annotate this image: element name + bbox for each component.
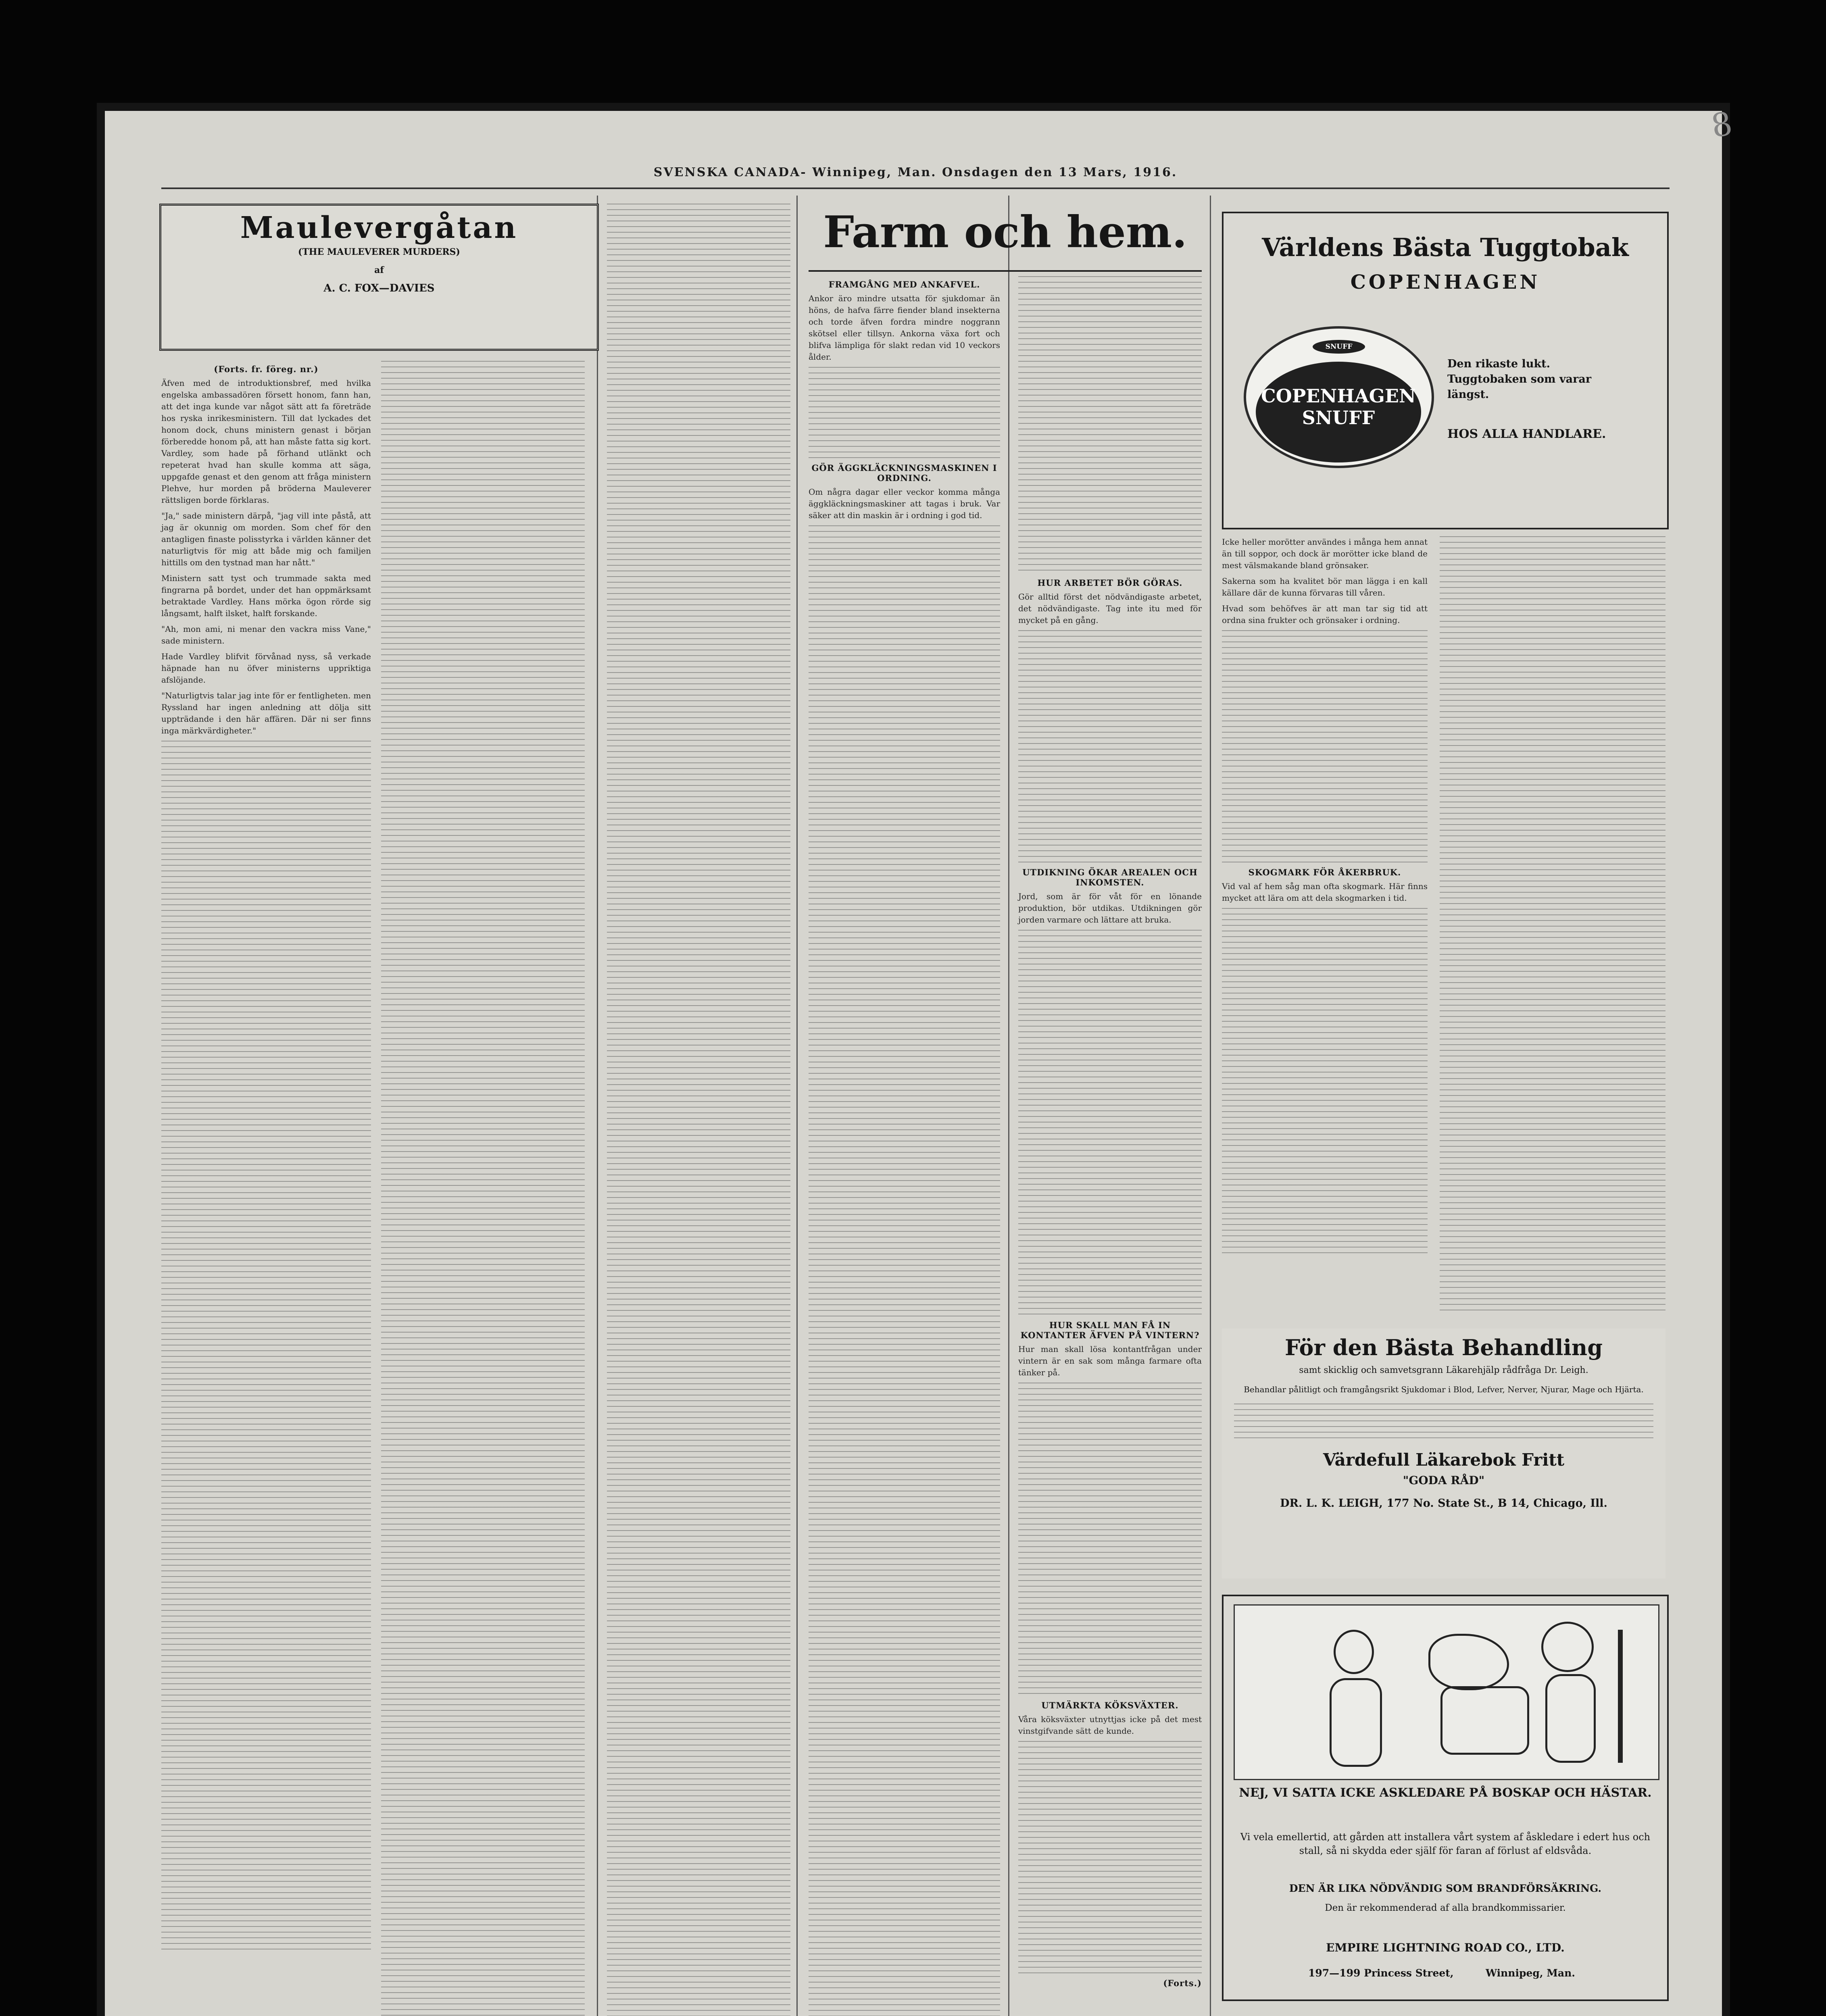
serial-paragraph: Ministern satt tyst och trummade sakta med fingrarna på bordet, under det han oppmärksamt betraktade Vardley. Hans mörka ögon rörde sig långsamt, halft ilsket, halft forskande.: [161, 573, 371, 618]
tobacco-ad: [1222, 212, 1669, 529]
doctor-book: Värdefull Läkarebok Fritt: [1323, 1450, 1565, 1470]
tobacco-title: Världens Bästa Tuggtobak: [1262, 233, 1629, 262]
farm-animals-illustration: [1234, 1604, 1659, 1780]
column-rule: [1210, 196, 1211, 2016]
text-lines: [809, 525, 1000, 2016]
text-lines: [1440, 536, 1665, 1310]
serial-subtitle: (THE MAULEVERER MURDERS): [298, 247, 460, 257]
cow-body: [1440, 1686, 1529, 1755]
empire-company: EMPIRE LIGHTNING ROAD CO., LTD.: [1326, 1941, 1565, 1954]
farm-section-text: Ankor äro mindre utsatta för sjukdomar än höns, de hafva färre fiender bland insekterna och torde äfven fordra mindre noggrann skötsel eller tillsyn. Ankorna växa fort och blifva lämpliga för slakt redan vid 10 veckors ålder.: [809, 294, 1000, 362]
farm-section-text: Gör alltid först det nödvändigaste arbetet, det nödvändigaste. Tag inte itu med för mycket på en gång.: [1018, 592, 1202, 625]
serial-paragraph: "Ja," sade ministern därpå, "jag vill inte påstå, att jag är okunnig om morden. Som chef för den antagligen finaste polisstyrka i världen känner det naturligtvis för mig att både mig och familjen hittills om den tystnad man har nått.": [161, 511, 371, 567]
tin-main-label: COPENHAGEN SNUFF: [1256, 362, 1421, 462]
figure-body: [1330, 1678, 1382, 1767]
header-rule: [161, 187, 1670, 189]
text-lines: [1018, 630, 1202, 864]
farm-column-right: [1018, 276, 1202, 2016]
snuff-tin-image: [1244, 326, 1434, 468]
col4-paragraph: Icke heller morötter användes i många hem annat än till soppor, och dock är morötter icke bland de mest välsmakande bland grönsaker.: [1222, 537, 1428, 570]
serial-column-left: [161, 361, 371, 2016]
text-lines: [1222, 630, 1428, 864]
doctor-ad: [1222, 1329, 1665, 1579]
tobacco-brand: COPENHAGEN: [1350, 271, 1540, 294]
tin-top-label: SNUFF: [1313, 340, 1365, 354]
skog-text: Vid val af hem såg man ofta skogmark. Här finns mycket att lära om att dela skogmarken i tid.: [1222, 881, 1428, 903]
farm-section-text: Om några dagar eller veckor komma många äggkläckningsmaskiner att tagas i bruk. Var säker att din maskin är i ordning i god tid.: [809, 487, 1000, 520]
serial-paragraph: "Ah, mon ami, ni menar den vackra miss Vane," sade ministern.: [161, 624, 371, 646]
serial-by: af: [374, 265, 384, 275]
lightning-rod-pole: [1618, 1630, 1623, 1763]
newspaper-page: [97, 103, 1735, 2016]
text-lines: [1222, 908, 1428, 1255]
column-rule: [1008, 196, 1009, 2016]
col4-paragraph: Sakerna som ha kvalitet bör man lägga i en kall källare där de kunna förvaras till våren.: [1222, 576, 1428, 598]
doctor-title: För den Bästa Behandling: [1285, 1335, 1603, 1360]
serial-title: Maulevergåtan: [240, 210, 518, 245]
doctor-treatment: Behandlar pålitligt och framgångsrikt Sjukdomar i Blod, Lefver, Nerver, Njurar, Mage och Hjärta.: [1244, 1385, 1644, 1394]
serial-author: A. C. FOX—DAVIES: [323, 282, 435, 294]
text-lines: [1018, 930, 1202, 1317]
serial-continued: (Forts. fr. föreg. nr.): [214, 364, 319, 374]
figure-head: [1334, 1630, 1374, 1674]
serial-paragraph: Hade Vardley blifvit förvånad nyss, så verkade häpnade han nu öfver ministerns uppriktiga afslöjande.: [161, 652, 371, 685]
farm-section-heading: FRAMGÅNG MED ANKAFVEL.: [828, 279, 980, 289]
text-lines: [809, 367, 1000, 460]
child-body: [1545, 1674, 1596, 1763]
tobacco-dealers: HOS ALLA HANDLARE.: [1447, 427, 1606, 441]
column-rule: [796, 196, 798, 2016]
col4-paragraph: Hvad som behöfves är att man tar sig tid att ordna sina frukter och grönsaker i ordning.: [1222, 604, 1428, 625]
farm-section-text: Våra köksväxter utnyttjas icke på det mest vinstgifvande sätt de kunde.: [1018, 1714, 1202, 1736]
column-rule: [597, 196, 598, 2016]
empire-street: 197—199 Princess Street,: [1308, 1967, 1454, 1979]
empire-recommend: Den är rekommenderad af alla brandkommissarier.: [1325, 1903, 1566, 1913]
farm-section-heading: HUR ARBETET BÖR GÖRAS.: [1037, 578, 1183, 588]
serial-column-continued: [607, 204, 790, 2016]
forts: (Forts.): [1163, 1978, 1202, 1988]
farm-section-text: Hur man skall lösa kontantfrågan under vintern är en sak som många farmare ofta tänker på.: [1018, 1344, 1202, 1377]
farm-section-heading: UTDIKNING ÖKAR AREALEN OCH INKOMSTEN.: [1022, 867, 1198, 887]
farm-section-text: Jord, som är för våt för en lönande produktion, bör utdikas. Utdikningen gör jorden varmare och lättare att bruka.: [1018, 891, 1202, 925]
text-lines: [1018, 1383, 1202, 1697]
farm-title: Farm och hem.: [823, 207, 1187, 258]
farm-section-heading: UTMÄRKTA KÖKSVÄXTER.: [1041, 1700, 1179, 1710]
lightning-rod-ad: [1222, 1595, 1669, 2001]
text-lines: [1018, 1741, 1202, 1975]
child-head: [1541, 1622, 1594, 1672]
farm-column-left: [809, 276, 1000, 2016]
text-lines: [381, 361, 585, 2016]
skog-heading: SKOGMARK FÖR ÅKERBRUK.: [1248, 867, 1401, 877]
serial-paragraph: Äfven med de introduktionsbref, med hvilka engelska ambassadören försett honom, fann han, att det inga kunde var något sätt att fa företräde hos ryska inrikesministern. Till dat lyckades det honom dock, chuns ministern genast i början förberedde honom på, att han måste fatta sig kort. Vardley, som hade på förhand utlänkt och repeterat hvad han skulle komma att säga, uppgafde genast et den genom att fråga ministern Plehve, hur morden på bröderna Mauleverer rättsligen borde förklaras.: [161, 378, 371, 505]
column-four-right: [1440, 536, 1665, 1310]
tobacco-description: Den rikaste lukt. Tuggtobaken som varar längst.: [1447, 358, 1592, 401]
farm-section-heading: HUR SKALL MAN FÅ IN KONTANTER ÄFVEN PÅ VINTERN?: [1020, 1320, 1200, 1340]
cow-head: [1428, 1634, 1509, 1690]
doctor-subtitle: samt skicklig och samvetsgrann Läkarehjälp rådfråga Dr. Leigh.: [1299, 1365, 1588, 1375]
text-lines: [161, 741, 371, 1950]
page-number: 8: [1708, 104, 1735, 145]
text-lines: [607, 204, 790, 2016]
empire-note: DEN ÄR LIKA NÖDVÄNDIG SOM BRANDFÖRSÄKRING.: [1289, 1883, 1602, 1894]
empire-headline: NEJ, VI SATTA ICKE ASKLEDARE PÅ BOSKAP OCH HÄSTAR.: [1239, 1786, 1652, 1800]
empire-city: Winnipeg, Man.: [1486, 1967, 1576, 1979]
text-lines: [1234, 1404, 1653, 1442]
serial-title-box: [159, 204, 599, 351]
farm-section-heading: GÖR ÄGGKLÄCKNINGSMASKINEN I ORDNING.: [811, 463, 997, 483]
empire-body: Vi vela emellertid, att gården att installera vårt system af åskledare i edert hus och stall, så ni skydda eder själf för faran af förlust af eldsvåda.: [1240, 1831, 1651, 1856]
serial-paragraph: "Naturligtvis talar jag inte för er fentligheten. men Ryssland har ingen anledning att dölja sitt uppträdande i den här affären. Där ni ser finns inga märkvärdigheter.": [161, 691, 371, 735]
farm-title-box: [809, 204, 1202, 272]
column-four-left: [1222, 536, 1428, 1310]
doctor-book-name: "GODA RÅD": [1403, 1474, 1485, 1487]
serial-column-right: [381, 361, 585, 2016]
newspaper-header: SVENSKA CANADA- Winnipeg, Man. Onsdagen den 13 Mars, 1916.: [653, 165, 1178, 179]
text-lines: [1018, 276, 1202, 575]
doctor-address: DR. L. K. LEIGH, 177 No. State St., B 14, Chicago, Ill.: [1280, 1497, 1607, 1510]
